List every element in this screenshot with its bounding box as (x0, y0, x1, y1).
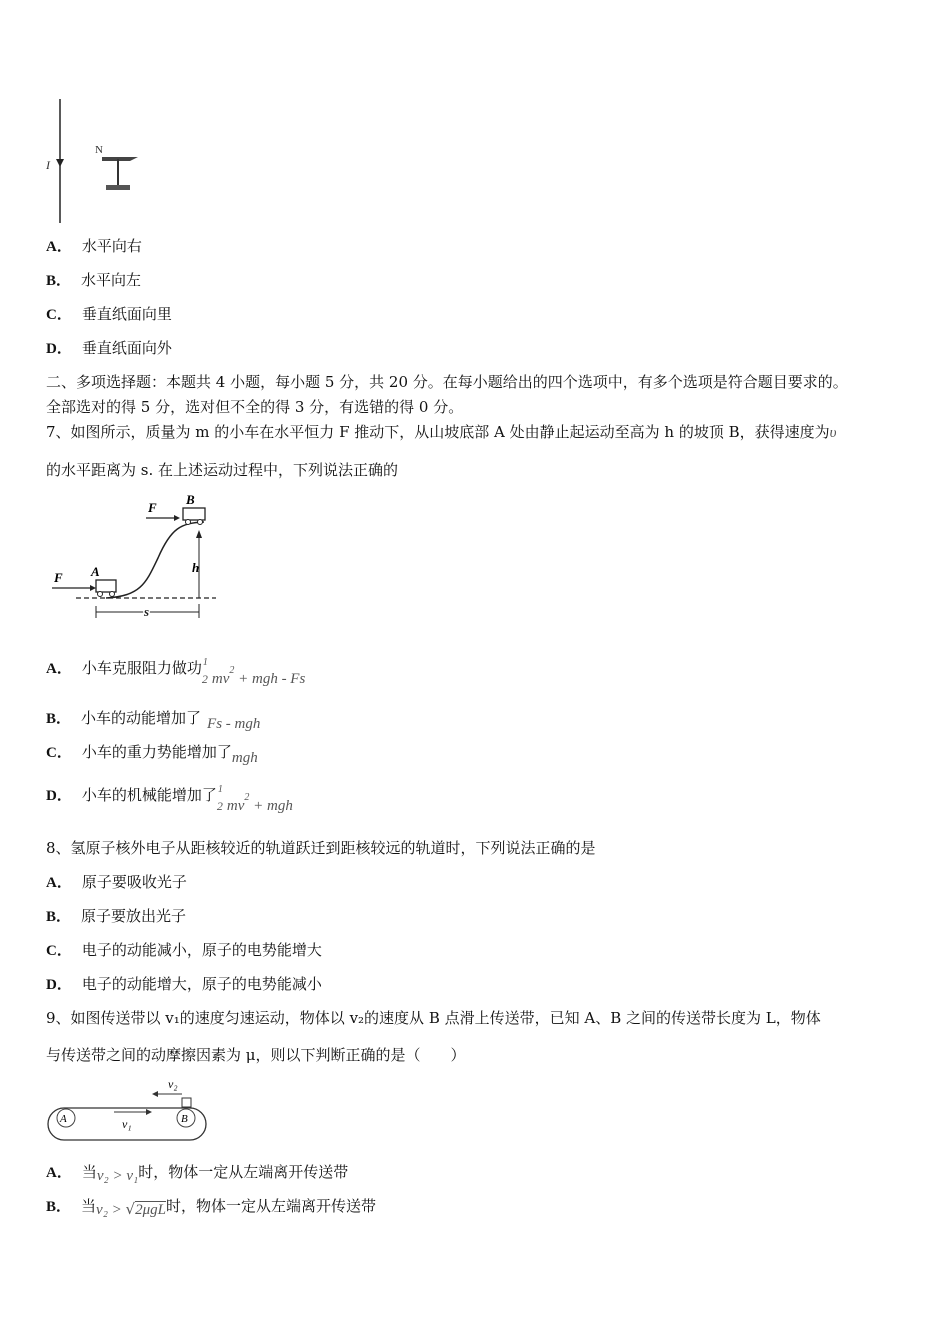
label-h: h (192, 560, 200, 575)
label-a: A (60, 1113, 67, 1125)
q6-option-a[interactable]: A． 水平向右 (46, 237, 142, 255)
hill-curve (106, 522, 204, 598)
q6-figure (40, 95, 160, 225)
q7-option-a[interactable]: A． 小车克服阻力做功 1 2 $mv^2$ + mgh - Fs (46, 657, 306, 687)
q9-option-a[interactable]: A． 当v₂ > v₁时，物体一定从左端离开传送带 (46, 1163, 349, 1184)
label-b: B (186, 492, 195, 507)
q8-option-c[interactable]: C． 电子的动能减小，原子的电势能增大 (46, 941, 322, 959)
cart-a (96, 580, 116, 592)
q8-stem: 8、氢原子核外电子从距核较近的轨道跃迁到距核较远的轨道时，下列说法正确的是 (46, 839, 596, 857)
v2-arrowhead (152, 1091, 158, 1097)
section2-heading-line1: 二、多项选择题：本题共 4 小题，每小题 5 分，共 20 分。在每小题给出的四个选项中，有多个选项是符合题目要求的。 (46, 373, 848, 391)
fraction: 1 2 (216, 784, 223, 813)
current-arrow (56, 159, 64, 167)
force-arrowhead-top (174, 515, 180, 521)
label-v1: v₁ (122, 1117, 132, 1131)
q7-figure (46, 488, 236, 628)
sqrt-sign: √ (125, 1200, 136, 1218)
q9-option-b[interactable]: B． 当v₂ > √2μgL时，物体一定从左端离开传送带 (46, 1197, 376, 1218)
cart-a-wheel (110, 592, 115, 597)
section2-heading-line2: 全部选对的得 5 分，选对但不全的得 3 分，有选错的得 0 分。 (46, 398, 464, 416)
cart-b (183, 508, 205, 520)
label-v2: v₂ (168, 1077, 178, 1091)
q6-option-d[interactable]: D． 垂直纸面向外 (46, 339, 172, 357)
q9-stem-line1: 9、如图传送带以 v₁的速度匀速运动，物体以 v₂的速度从 B 点滑上传送带，已知 A、B 之间的传送带长度为 L，物体 (46, 1009, 821, 1027)
current-label: I (46, 158, 50, 172)
q7-stem-line2: 的水平距离为 s. 在上述运动过程中，下列说法正确的 (46, 461, 399, 479)
needle-label: N (95, 144, 103, 156)
q9-figure (46, 1072, 216, 1147)
cart-b-wheel (186, 520, 191, 525)
q7-stem-line1: 7、如图所示，质量为 m 的小车在水平恒力 F 推动下，从山坡底部 A 处由静止起运动至高为 h 的坡顶 B，获得速度为υ (46, 423, 837, 441)
velocity-symbol: υ (829, 425, 837, 441)
q9-stem-line2: 与传送带之间的动摩擦因素为 μ，则以下判断正确的是（ ） (46, 1046, 466, 1064)
q8-option-d[interactable]: D． 电子的动能增大，原子的电势能减小 (46, 975, 322, 993)
force-arrowhead-bottom (90, 585, 96, 591)
q6-option-c[interactable]: C． 垂直纸面向里 (46, 305, 172, 323)
block (182, 1098, 191, 1107)
fraction: 1 2 (201, 657, 208, 686)
compass-needle (102, 157, 138, 161)
compass-base (106, 185, 130, 190)
label-s: s (144, 604, 150, 619)
q7-option-d[interactable]: D． 小车的机械能增加了 1 2 $mv^2$ + mgh (46, 784, 293, 814)
label-f-top: F (148, 500, 157, 515)
v1-arrowhead (146, 1109, 152, 1115)
cart-b-wheel (198, 520, 203, 525)
q6-option-b[interactable]: B． 水平向左 (46, 271, 142, 289)
label-a: A (91, 564, 100, 579)
label-b: B (181, 1113, 188, 1125)
q7-option-c[interactable]: C． 小车的重力势能增加了mgh (46, 743, 258, 766)
height-arrowhead (196, 530, 202, 538)
q7-option-b[interactable]: B． 小车的动能增加了 Fs - mgh (46, 709, 261, 732)
cart-a-wheel (98, 592, 103, 597)
label-f-bottom: F (54, 570, 63, 585)
q8-option-a[interactable]: A． 原子要吸收光子 (46, 873, 187, 891)
q8-option-b[interactable]: B． 原子要放出光子 (46, 907, 187, 925)
